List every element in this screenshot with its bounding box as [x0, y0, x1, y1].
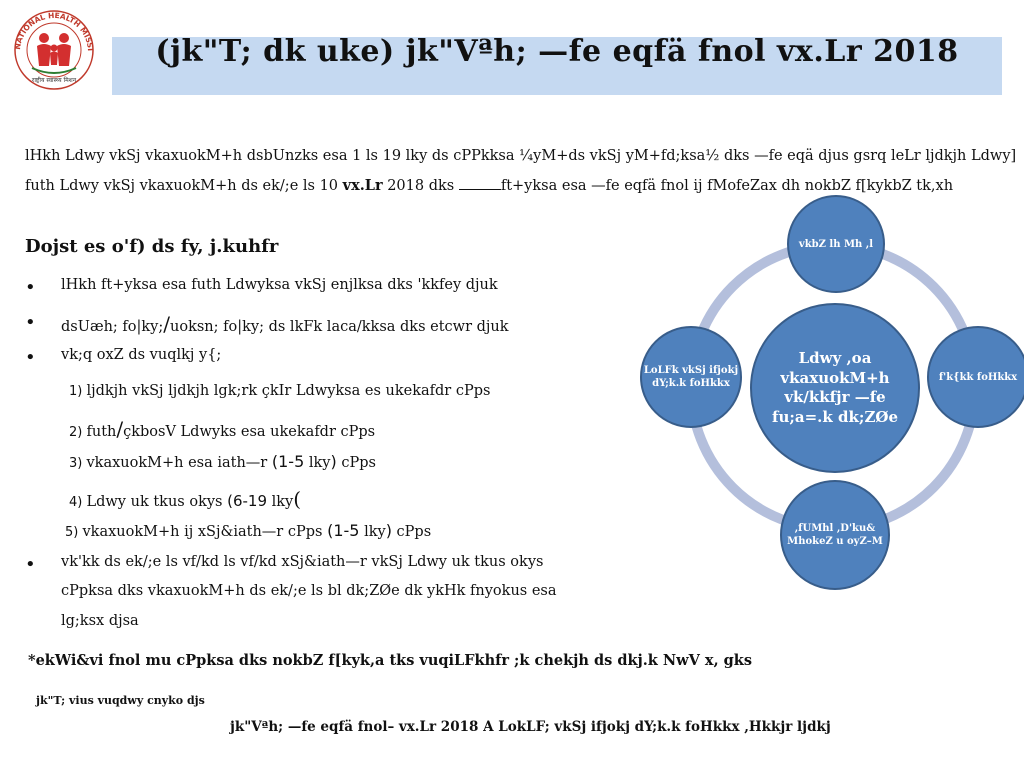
list-item: • lHkh ft+yksa esa futh Ldwyksa vkSj enjlksa dks 'kkfey djuk: [25, 277, 498, 298]
nhm-logo: [10, 8, 106, 92]
section-heading: Dojst es o'f) ds fy, j.kuhfr: [25, 236, 279, 257]
sub-list-item: 1) ljdkjh vkSj ljdkjh lgk;rk çkIr Ldwyksa es ukekafdr cPps: [69, 383, 491, 399]
blank-line: [459, 176, 501, 190]
intro-line-2c: 2018 dks: [382, 178, 459, 194]
sub-list-item: 4) Ldwy uk tkus okys (6-19 lky(: [69, 487, 302, 511]
node-health-dept: LoLFk vkSj ifjokj dY;k.k foHkkx: [640, 326, 742, 428]
page-title: (jk"T; dk uke) jk"Vªh; —fe eqfä fnol vx.Lr 2018: [155, 34, 959, 69]
intro-line-2d: ft+yksa esa —fe eqfä fnol ij fMofeZax dh nokbZ f[kykbZ tk,xh: [500, 178, 954, 194]
logo-tagline: राष्ट्रीय स्वास्थ्य मिशन: [31, 77, 77, 84]
sub-list-item: 3) vkaxuokM+h esa iath—r (1-5 lky) cPps: [69, 452, 376, 471]
intro-line-2a: futh Ldwy vkSj vkaxuokM+h ds ek/;e ls 10: [25, 178, 343, 194]
list-item: • vk'kk ds ek/;e ls vf/kd ls vf/kd xSj&iath—r vkSj Ldwy uk tkus okys: [25, 554, 544, 575]
sub-list-item: 5) vkaxuokM+h ij xSj&iath—r cPps (1-5 lky) cPps: [65, 521, 432, 540]
node-education-dept: f'k{kk foHkkx: [927, 326, 1024, 428]
node-ngo-partners: ,fUMhl ,D'ku& MhokeZ u oyZ–M: [780, 480, 890, 590]
intro-line-1: lHkh Ldwy vkSj vkaxuokM+h dsbUnzks esa 1 ls 19 lky ds cPPkksa ¼yM+ds vkSj yM+fd;ksa½ dks —fe eqä djus gsrq leLr ljdkjh Ldwy]: [25, 148, 1017, 164]
footer-credit: jk"Vªh; —fe eqfä fnol– vx.Lr 2018 A LokLF; vkSj ifjokj dY;k.k foHkkx ,Hkkjr ljdkj: [230, 719, 831, 735]
list-item: • dsUæh; fo|ky;/uoksn; fo|ky; ds lkFk laca/kksa dks etcwr djuk: [25, 312, 509, 336]
list-item: • vk;q oxZ ds vuqlkj y{;: [25, 347, 222, 368]
intro-month: vx.Lr: [342, 177, 383, 194]
list-item-continuation: cPpksa dks vkaxuokM+h ds ek/;e ls bl dk;ZØe dk ykHk fnyokus esa: [61, 583, 557, 599]
intro-line-2: [25, 171, 1015, 201]
mop-up-note: *ekWi&vi fnol mu cPpksa dks nokbZ f[kyk,a tks vuqiLFkhfr ;k chekjh ds dkj.k NwV x, gks: [28, 652, 753, 669]
intro-paragraph: [25, 141, 1015, 201]
sub-list-item: 2) futh/çkbosV Ldwyks esa ukekafdr cPps: [69, 417, 376, 441]
footer-state-note: jk"T; vius vuqdwy cnyko djs: [36, 694, 205, 707]
logo-ring-text: NATIONAL HEALTH MISSI: [13, 10, 96, 52]
node-icds: vkbZ lh Mh ,l: [787, 195, 885, 293]
list-item-continuation: lg;ksx djsa: [61, 613, 139, 629]
node-center-program: Ldwy ,oa vkaxuokM+h vk/kkfjr —fe fu;a=.k dk;ZØe: [750, 303, 920, 473]
